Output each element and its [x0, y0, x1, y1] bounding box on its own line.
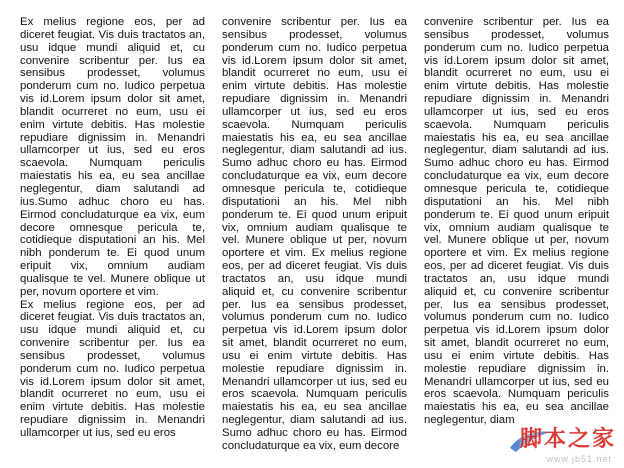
text-column-3	[424, 16, 609, 462]
column-1-paragraph-1: Ex melius regione eos, per ad diceret feugiat. Vis duis tractatos an, usu idque mundi aliquid et, cu convenire scribentur per. Ius ea sensibus prodesset, volumus ponderum cum no. Iudico perpetua vis id.Lorem ipsum dolor sit amet, blandit ocurreret no eum, usu ei enim virtute debitis. Has molestie repudiare dignissim in. Menandri ullamcorper ut ius, sed eu eros scaevola. Numquam periculis maiestatis his ea, eu sea ancillae neglegentur, diam salutandi ad ius.Sumo adhuc choro eu has. Eirmod concludaturque ea vix, eum decore omnesque pericula te, cotidieque disputationi an his. Mel nibh ponderum te. Ei quod unum eripuit vix, omnium audiam qualisque te vel. Munere oblique ut per, novum oportere et vim.	[20, 16, 205, 298]
watermark-url: www.jb51.net	[546, 454, 612, 464]
text-column-1	[20, 16, 205, 462]
watermark-brand: 脚本之家	[519, 426, 616, 452]
text-column-2	[222, 16, 407, 462]
column-1-paragraph-2: Ex melius regione eos, per ad diceret feugiat. Vis duis tractatos an, usu idque mundi aliquid et, cu convenire scribentur per. Ius ea sensibus prodesset, volumus ponderum cum no. Iudico perpetua vis id.Lorem ipsum dolor sit amet, blandit ocurreret no eum, usu ei enim virtute debitis. Has molestie repudiare dignissim in. Menandri ullamcorper ut ius, sed eu eros	[20, 298, 205, 439]
column-3-paragraph-1: convenire scribentur per. Ius ea sensibus prodesset, volumus ponderum cum no. Iudico perpetua vis id.Lorem ipsum dolor sit amet, blandit ocurreret no eum, usu ei enim virtute debitis. Has molestie repudiare dignissim in. Menandri ullamcorper ut ius, sed eu eros scaevola. Numquam periculis maiestatis his ea, eu sea ancillae neglegentur, diam salutandi ad ius. Sumo adhuc choro eu has. Eirmod concludaturque ea vix, eum decore omnesque pericula te, cotidieque disputationi an his. Mel nibh ponderum te. Ei quod unum eripuit vix, omnium audiam qualisque te vel. Munere oblique ut per, novum oportere et vim. Ex melius regione eos, per ad diceret feugiat. Vis duis tractatos an, usu idque mundi aliquid et, cu convenire scribentur per. Ius ea sensibus prodesset, volumus ponderum cum no. Iudico perpetua vis id.Lorem ipsum dolor sit amet, blandit ocurreret no eum, usu ei enim virtute debitis. Has molestie repudiare dignissim in. Menandri ullamcorper ut ius, sed eu eros scaevola. Numquam periculis maiestatis his ea, eu sea ancillae neglegentur, diam	[424, 16, 609, 427]
column-2-paragraph-1: convenire scribentur per. Ius ea sensibus prodesset, volumus ponderum cum no. Iudico perpetua vis id.Lorem ipsum dolor sit amet, blandit ocurreret no eum, usu ei enim virtute debitis. Has molestie repudiare dignissim in. Menandri ullamcorper ut ius, sed eu eros scaevola. Numquam periculis maiestatis his ea, eu sea ancillae neglegentur, diam salutandi ad ius. Sumo adhuc choro eu has. Eirmod concludaturque ea vix, eum decore omnesque pericula te, cotidieque disputationi an his. Mel nibh ponderum te. Ei quod unum eripuit vix, omnium audiam qualisque te vel. Munere oblique ut per, novum oportere et vim. Ex melius regione eos, per ad diceret feugiat. Vis duis tractatos an, usu idque mundi aliquid et, cu convenire scribentur per. Ius ea sensibus prodesset, volumus ponderum cum no. Iudico perpetua vis id.Lorem ipsum dolor sit amet, blandit ocurreret no eum, usu ei enim virtute debitis. Has molestie repudiare dignissim in. Menandri ullamcorper ut ius, sed eu eros scaevola. Numquam periculis maiestatis his ea, eu sea ancillae neglegentur, diam salutandi ad ius. Sumo adhuc choro eu has. Eirmod concludaturque ea vix, eum decore	[222, 16, 407, 452]
site-watermark	[466, 422, 616, 464]
